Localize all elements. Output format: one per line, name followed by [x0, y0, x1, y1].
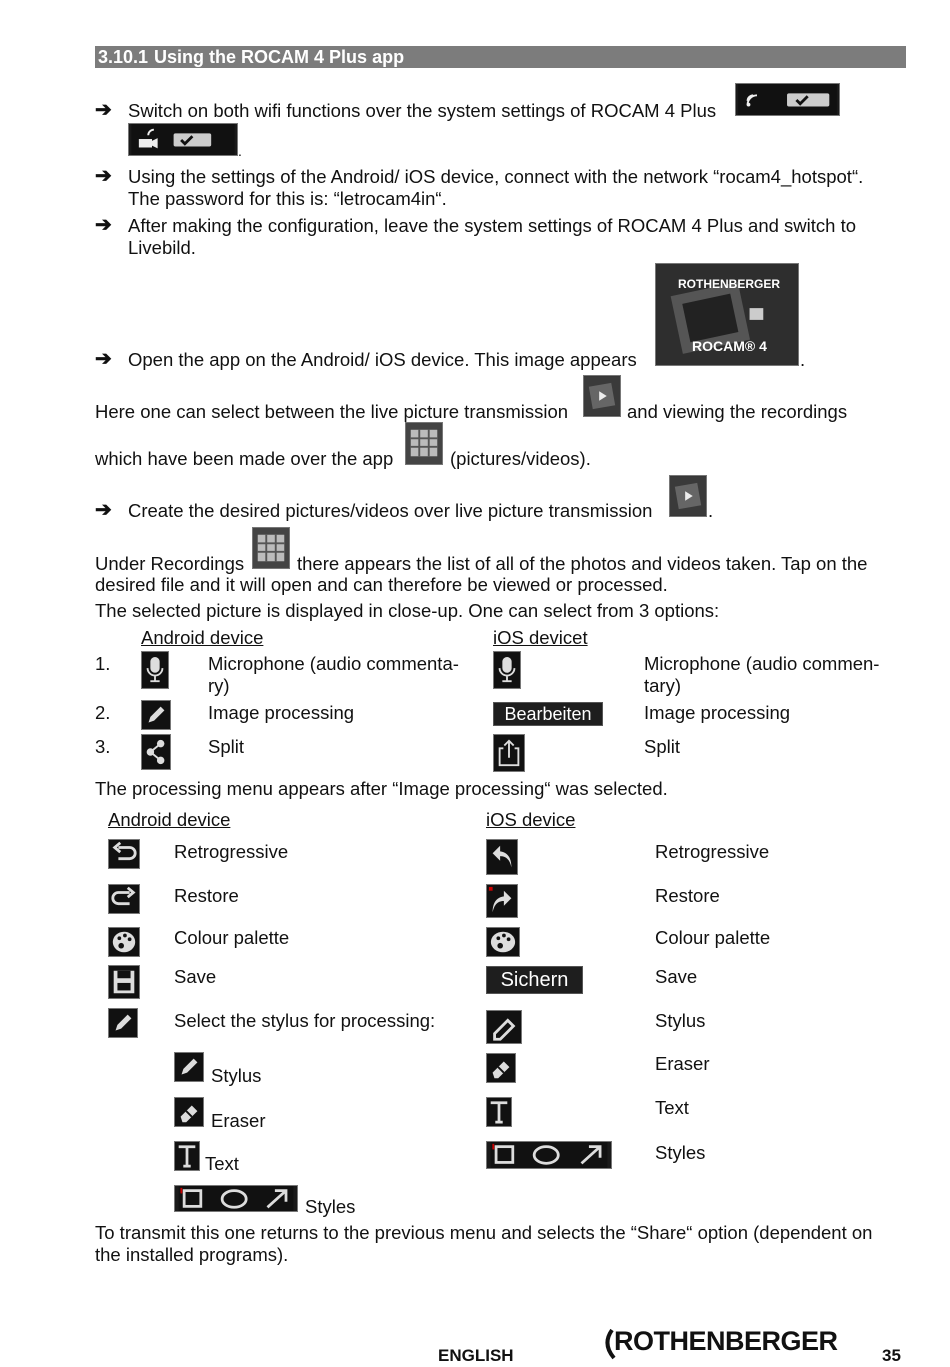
para-6-line1: To transmit this one returns to the previous menu and selects the “Share“ option (dependent on: [95, 1222, 873, 1243]
menu-ios-label: Text: [655, 1097, 689, 1118]
menu-ios-label: Save: [655, 966, 698, 987]
redo-icon: [108, 884, 140, 914]
ios-eraser-icon: [486, 1053, 516, 1083]
option-android-label: Image processing: [208, 702, 355, 723]
options-android-header: Android device: [141, 627, 264, 648]
option-android-label: Microphone (audio commenta-: [208, 653, 459, 674]
shape-styles-icon: [174, 1185, 298, 1212]
option-android-label: Split: [208, 736, 244, 757]
recordings-icon: [252, 527, 290, 569]
menu-android-sub-label: Stylus: [211, 1065, 262, 1086]
step-3-line1: After making the configuration, leave the system settings of ROCAM 4 Plus and switch to: [128, 215, 857, 236]
ios-share-icon: [493, 734, 525, 772]
ios-sichern-button: Sichern: [486, 966, 583, 994]
menu-ios-label: Retrogressive: [655, 841, 770, 862]
menu-android-header: Android device: [108, 809, 231, 830]
step-1-text: Switch on both wifi functions over the system settings of ROCAM 4 Plus: [128, 100, 717, 121]
ios-bearbeiten-button: Bearbeiten: [493, 702, 603, 726]
stylus-icon: [174, 1052, 204, 1082]
menu-ios-label: Restore: [655, 885, 720, 906]
page-number: 35: [882, 1346, 901, 1365]
section-header: [95, 46, 906, 68]
arrow-icon: ➔: [95, 348, 112, 370]
step-2-line2: The password for this is: “letrocam4in“.: [128, 188, 447, 209]
ios-palette-icon: [486, 927, 520, 957]
option-number: 2.: [95, 702, 111, 723]
rothenberger-logo: [600, 1326, 850, 1362]
menu-android-label: Select the stylus for processing:: [174, 1010, 436, 1031]
android-microphone-icon: [141, 651, 169, 689]
step-5-text: Create the desired pictures/videos over live picture transmission: [128, 500, 653, 521]
palette-icon: [108, 927, 140, 957]
android-pencil-icon: [141, 700, 171, 730]
menu-ios-label: Styles: [655, 1142, 706, 1163]
camera-wifi-toggle-icon: [128, 123, 238, 156]
arrow-icon: ➔: [95, 214, 112, 236]
para-5: The processing menu appears after “Image processing“ was selected.: [95, 778, 668, 799]
save-icon: [108, 965, 140, 999]
wifi-toggle-icon: [735, 83, 840, 116]
option-ios-label: tary): [644, 675, 681, 696]
menu-ios-label: Colour palette: [655, 927, 771, 948]
menu-android-sub-label: Text: [205, 1153, 239, 1174]
ios-undo-icon: [486, 839, 518, 875]
eraser-icon: [174, 1097, 204, 1127]
para-3-start: Under Recordings: [95, 553, 245, 574]
arrow-icon: ➔: [95, 99, 112, 121]
para-3-end: desired file and it will open and can therefore be viewed or processed.: [95, 574, 668, 595]
pencil-icon: [108, 1008, 138, 1038]
step-2-line1: Using the settings of the Android/ iOS device, connect with the network “rocam4_hotspot“.: [128, 166, 864, 187]
android-share-icon: [141, 734, 171, 770]
para-2-end: (pictures/videos).: [450, 448, 591, 469]
splash-brand: ROTHENBERGER: [678, 277, 781, 291]
ios-redo-icon: [486, 884, 518, 918]
splash-product: ROCAM® 4: [692, 338, 767, 354]
menu-android-label: Retrogressive: [174, 841, 289, 862]
options-ios-header: iOS devicet: [493, 627, 588, 648]
option-number: 3.: [95, 736, 111, 757]
option-ios-label: Microphone (audio commen-: [644, 653, 880, 674]
section-number: 3.10.1: [98, 47, 149, 67]
para-3-middle: there appears the list of all of the photos and videos taken. Tap on the: [297, 553, 868, 574]
menu-ios-header: iOS device: [486, 809, 576, 830]
recordings-icon: [405, 422, 443, 465]
undo-icon: [108, 839, 140, 869]
ios-microphone-icon: [493, 651, 521, 689]
live-transmission-icon: [669, 475, 707, 517]
arrow-icon: ➔: [95, 165, 112, 187]
para-4: The selected picture is displayed in close-up. One can select from 3 options:: [95, 600, 720, 621]
step-1-end: .: [238, 143, 242, 159]
live-transmission-icon: [583, 375, 621, 417]
menu-android-sub-label: Eraser: [211, 1110, 266, 1131]
step-4-text: Open the app on the Android/ iOS device. This image appears: [128, 349, 637, 370]
footer-brand: ROTHENBERGER: [614, 1326, 838, 1356]
option-number: 1.: [95, 653, 111, 674]
menu-android-sub-label: Styles: [305, 1196, 356, 1217]
para-1-end: and viewing the recordings: [627, 401, 848, 422]
arrow-icon: ➔: [95, 499, 112, 521]
option-android-label: ry): [208, 675, 230, 696]
menu-android-label: Restore: [174, 885, 239, 906]
ios-shape-styles-icon: [486, 1141, 612, 1169]
menu-android-label: Save: [174, 966, 217, 987]
app-splash-image: [655, 263, 799, 366]
option-ios-label: Image processing: [644, 702, 791, 723]
step-5-end: .: [708, 500, 714, 521]
ios-stylus-icon: [486, 1010, 522, 1044]
menu-android-label: Colour palette: [174, 927, 290, 948]
para-1-start: Here one can select between the live picture transmission: [95, 401, 569, 422]
option-ios-label: Split: [644, 736, 680, 757]
section-title: Using the ROCAM 4 Plus app: [154, 47, 405, 67]
text-icon: [174, 1141, 200, 1171]
menu-ios-label: Eraser: [655, 1053, 710, 1074]
footer-language: ENGLISH: [438, 1346, 514, 1365]
step-3-line2: Livebild.: [128, 237, 196, 258]
ios-text-icon: [486, 1097, 512, 1127]
para-6-line2: the installed programs).: [95, 1244, 289, 1265]
menu-ios-label: Stylus: [655, 1010, 706, 1031]
step-4-end: .: [800, 349, 806, 370]
para-2-start: which have been made over the app: [95, 448, 394, 469]
